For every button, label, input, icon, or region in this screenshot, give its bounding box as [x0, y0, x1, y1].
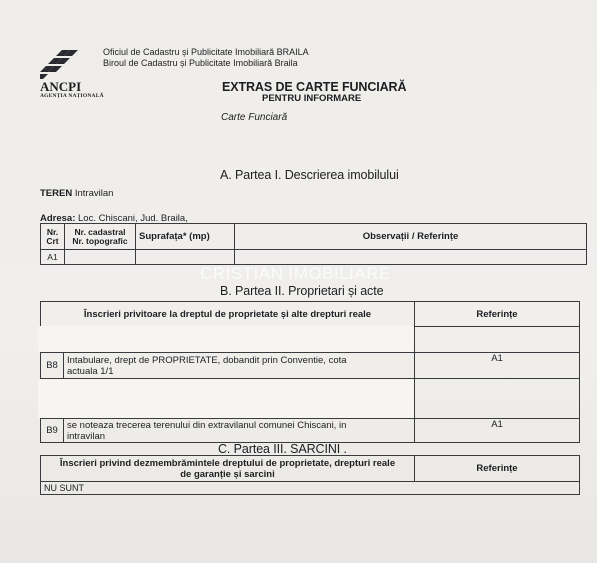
- entry-text: Intabulare, drept de PROPRIETATE, dobandit prin Conventie, cota actuala 1/1: [64, 353, 415, 379]
- section-b-title: B. Partea II. Proprietari și acte: [220, 284, 384, 298]
- row-cadastral: [65, 250, 136, 265]
- col-observatii: Observații / Referințe: [235, 224, 587, 250]
- section-a-header-row: [41, 224, 587, 250]
- table-row: [41, 482, 580, 495]
- carte-funciara-label: Carte Funciară: [221, 112, 288, 123]
- adresa-value: Loc. Chiscani, Jud. Braila,: [78, 213, 188, 224]
- teren-value: Intravilan: [74, 188, 114, 199]
- col-inscrieri-sarcini: Înscrieri privind dezmembrămintele dreptului de proprietate, drepturi reale de garanție și sarcini: [41, 456, 415, 482]
- adresa-label: Adresa:: [40, 213, 76, 224]
- table-row: [41, 250, 587, 265]
- document-title: EXTRAS DE CARTE FUNCIARĂ: [222, 80, 407, 94]
- logo-subtext: AGENȚIA NAȚIONALĂ: [40, 93, 104, 99]
- section-c-table: [40, 455, 580, 495]
- document-subtitle: PENTRU INFORMARE: [262, 93, 362, 104]
- col-nr-crt: Nr. Crt: [41, 224, 65, 250]
- section-a-table: [40, 223, 587, 265]
- section-a-title: A. Partea I. Descrierea imobilului: [220, 168, 399, 182]
- section-c-header-row: [41, 456, 580, 482]
- entry-nr: B8: [41, 353, 64, 379]
- col-suprafata: Suprafața* (mp): [136, 224, 235, 250]
- entry-ref: A1: [415, 353, 580, 379]
- ancpi-logo: [40, 48, 106, 104]
- logo-text: ANCPI: [40, 79, 82, 94]
- watermark: CRISTIAN IMOBILIARE: [200, 264, 391, 283]
- ancpi-emblem-icon: [40, 48, 80, 80]
- redacted-area: [38, 379, 414, 418]
- office-line-1: Oficiul de Cadastru și Publicitate Imobiliară BRAILA: [103, 47, 309, 57]
- section-c-title: C. Partea III. SARCINI .: [218, 442, 347, 456]
- redacted-area: [38, 326, 414, 352]
- col-referinte: Referințe: [415, 456, 580, 482]
- table-row: [41, 353, 580, 379]
- entry-nr: B9: [41, 419, 64, 443]
- col-referinte: Referințe: [415, 302, 580, 327]
- col-nr-cadastral: Nr. cadastral Nr. topografic: [65, 224, 136, 250]
- row-observatii: [235, 250, 587, 265]
- section-b-table: [40, 301, 580, 443]
- sarcini-value: NU SUNT: [41, 482, 580, 495]
- row-suprafata: [136, 250, 235, 265]
- col-inscrieri: Înscrieri privitoare la dreptul de proprietate și alte drepturi reale: [41, 302, 415, 327]
- office-line-2: Biroul de Cadastru și Publicitate Imobiliară Braila: [103, 58, 298, 68]
- table-row: [41, 419, 580, 443]
- teren-line: [40, 188, 113, 199]
- entry-text: se noteaza trecerea terenului din extravilanul comunei Chiscani, in intravilan: [64, 419, 415, 443]
- section-b-header-row: [41, 302, 580, 327]
- teren-label: TEREN: [40, 188, 73, 199]
- row-nr: A1: [41, 250, 65, 265]
- entry-ref: A1: [415, 419, 580, 443]
